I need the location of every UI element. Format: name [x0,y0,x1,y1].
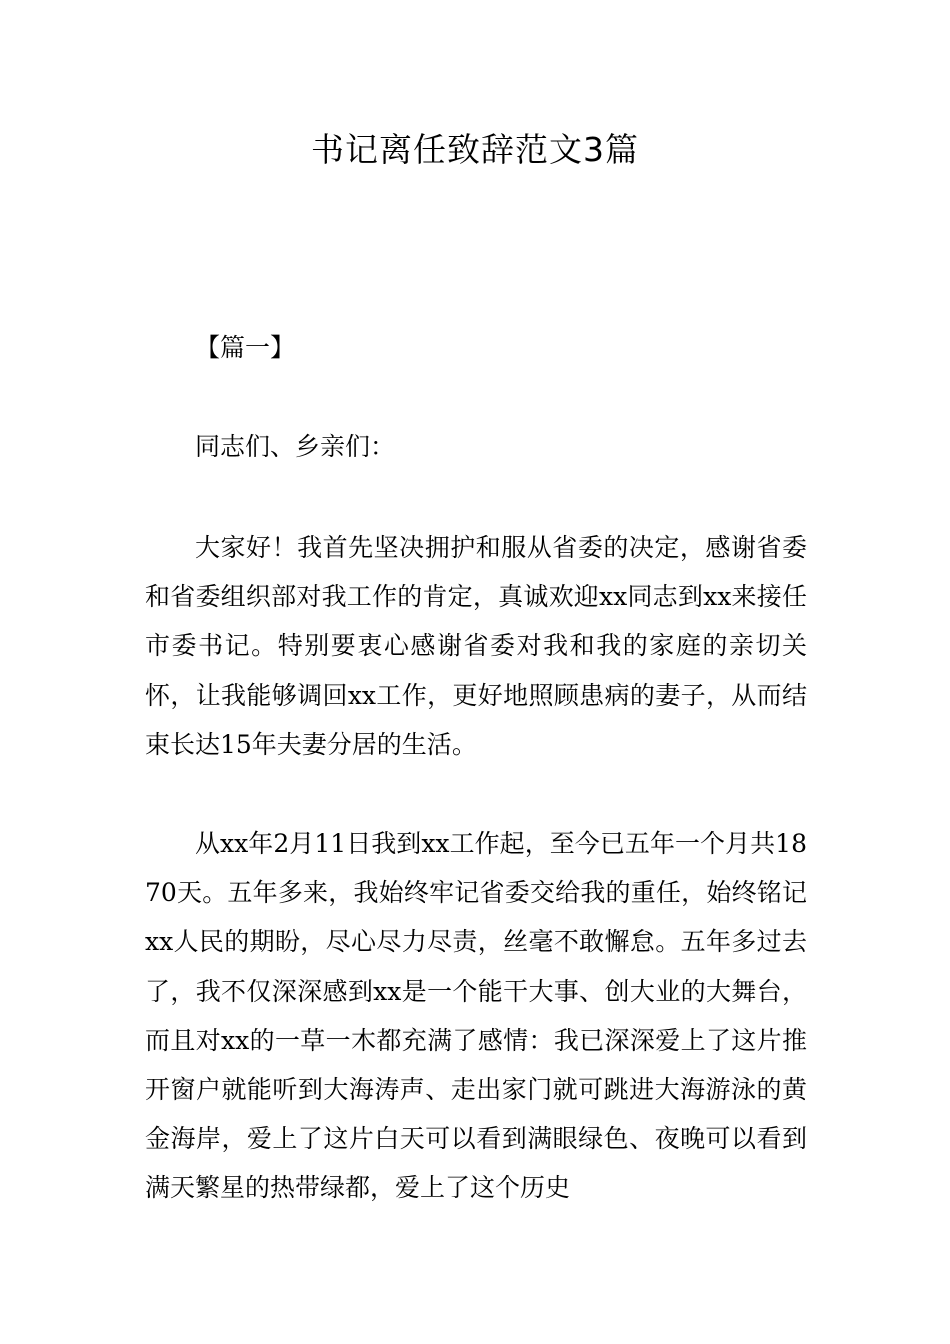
document-title: 书记离任致辞范文3篇 [311,130,639,169]
paragraph-1: 大家好！我首先坚决拥护和服从省委的决定，感谢省委和省委组织部对我工作的肯定，真诚欢迎xx同志到xx来接任市委书记。特别要衷心感谢省委对我和我的家庭的亲切关怀，让我能够调回xx工作，更好地照顾患病的妻子，从而结束长达15年夫妻分居的生活。 [145,533,807,759]
section-label: 【篇一】 [195,333,296,362]
salutation: 同志们、乡亲们： [195,432,396,461]
paragraph-2: 从xx年2月11日我到xx工作起，至今已五年一个月共1870天。五年多来，我始终牢记省委交给我的重任，始终铭记xx人民的期盼，尽心尽力尽责，丝毫不敢懈怠。五年多过去了，我不仅深深感到xx是一个能干大事、创大业的大舞台，而且对xx的一草一木都充满了感情：我已深深爱上了这片推开窗户就能听到大海涛声、走出家门就可跳进大海游泳的黄金海岸，爱上了这片白天可以看到满眼绿色、夜晚可以看到满天繁星的热带绿都，爱上了这个历史 [145,829,807,1203]
